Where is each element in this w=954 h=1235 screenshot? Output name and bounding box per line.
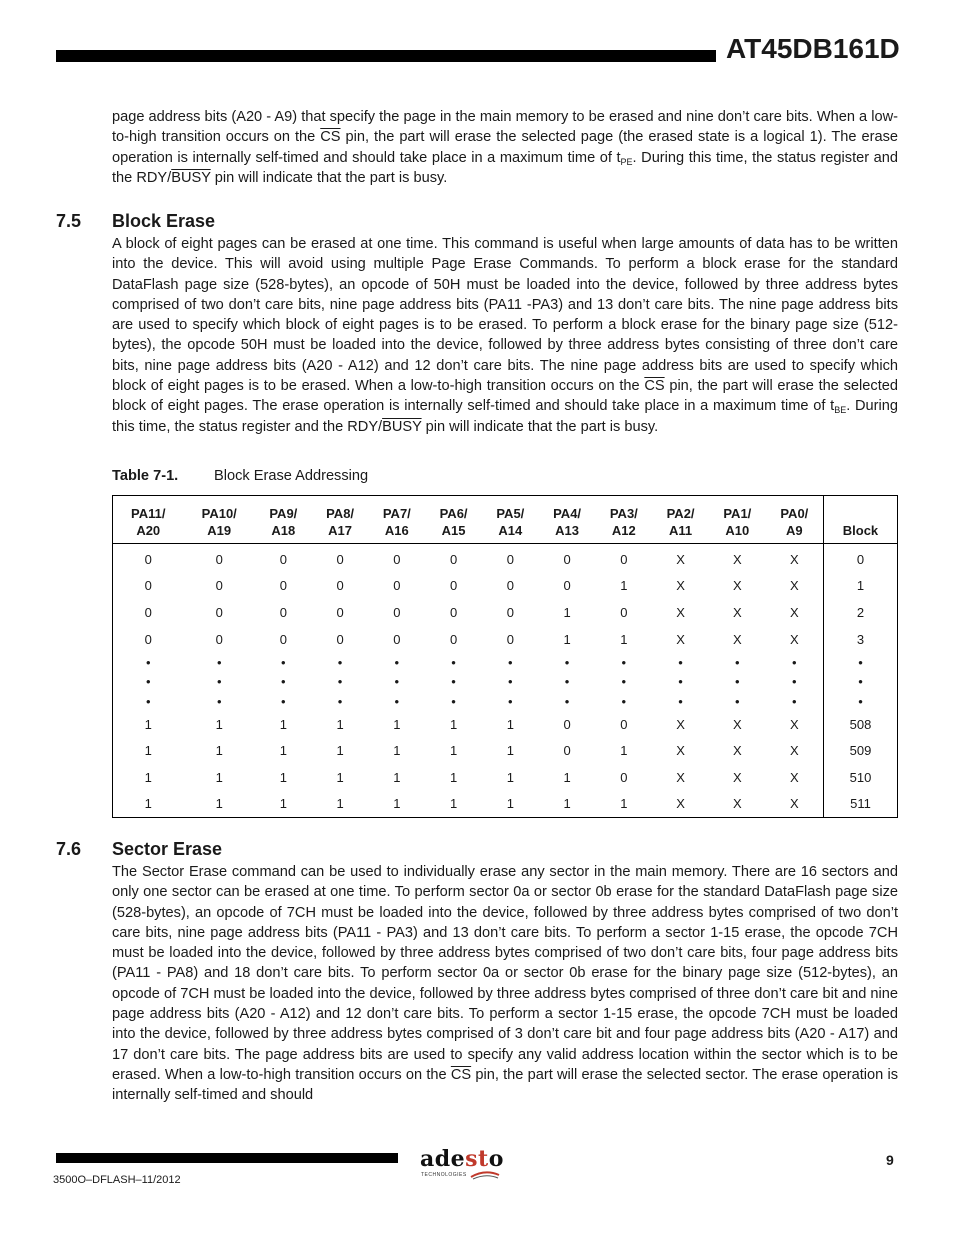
address-bit-cell: 1 xyxy=(144,796,152,812)
block-erase-text-4: pin will indicate that the part is busy. xyxy=(421,418,659,435)
block-cell: 0 xyxy=(823,544,897,573)
section-heading-block-erase xyxy=(56,211,215,232)
column-header xyxy=(425,496,482,544)
intro-text-1: page address bits (A20 - A9) that specify the page in the main memory to be erased and nine don’t care bits. When a low-to-high transition occurs on the xyxy=(112,109,898,146)
intro-text-3: . During this time, the status register and the RDY/ xyxy=(112,149,898,186)
address-bit-cell: • xyxy=(792,693,797,709)
address-bit-cell: • xyxy=(735,654,740,670)
address-bit-cell: • xyxy=(792,654,797,670)
block-erase-text-1: A block of eight pages can be erased at one time. This command is useful when large amounts of data has to be written into the device. This will avoid using multiple Page Erase Commands. To perform a block erase for the standard DataFlash page size (528-bytes), an opcode of 50H must be loaded into the device, followed by three address bytes comprised of two don’t care bits, nine page address bits (PA11 -PA3) and 13 don’t care bits. The nine page address bits are used to specify which block of eight pages is to be erased. To perform a block erase for the binary page size (512-bytes), the opcode 50H must be loaded into the device, followed by three address bytes consisting of three don’t care bits, nine page address bits (A20 - A12) and 12 don’t care bits. The nine page address bits are used to specify which block of eight pages is to be erased. When a low-to-high transition occurs on the xyxy=(112,236,898,395)
address-bit-cell: X xyxy=(732,578,742,594)
column-header xyxy=(113,496,184,544)
address-bit-cell: 0 xyxy=(279,604,287,620)
column-header-line: A10 xyxy=(725,523,750,538)
page-number: 9 xyxy=(886,1152,894,1168)
address-bit-cell: 0 xyxy=(563,743,571,759)
address-bit-cell: 0 xyxy=(563,551,571,567)
address-bit-cell: X xyxy=(676,551,685,567)
address-bit-cell: X xyxy=(789,743,799,759)
section-heading-sector-erase xyxy=(56,839,222,860)
address-bit-cell: X xyxy=(676,743,685,759)
address-bit-cell: 0 xyxy=(506,578,514,594)
block-erase-text-2: pin, the part will erase the selected block of eight pages. The erase operation is internally self-timed and should take place in a maximum time of t xyxy=(112,378,898,415)
address-bit-cell: • xyxy=(792,674,797,690)
column-header xyxy=(709,496,766,544)
cs-signal: $\overline{CS}$ xyxy=(644,378,665,395)
address-bit-cell: 1 xyxy=(393,743,401,759)
address-bit-cell: 1 xyxy=(336,796,344,812)
table-row xyxy=(113,672,898,692)
address-bit-cell: 0 xyxy=(144,604,152,620)
address-bit-cell: 0 xyxy=(144,631,152,647)
address-bit-cell: X xyxy=(789,769,799,785)
table-row xyxy=(113,626,898,653)
address-bit-cell: 1 xyxy=(279,716,287,732)
table-header-row xyxy=(113,496,898,544)
address-bit-cell: 0 xyxy=(393,631,401,647)
address-bit-cell: X xyxy=(732,769,742,785)
address-bit-cell: • xyxy=(564,654,570,670)
address-bit-cell: 1 xyxy=(563,631,571,647)
table-body xyxy=(113,544,898,818)
logo-tagline: TECHNOLOGIES xyxy=(421,1172,467,1178)
table-row xyxy=(113,711,898,738)
address-bit-cell: • xyxy=(678,693,683,709)
address-bit-cell: 1 xyxy=(279,796,287,812)
block-cell: • xyxy=(823,691,897,711)
address-bit-cell: • xyxy=(145,654,151,670)
logo-part-c: o xyxy=(488,1146,504,1172)
address-bit-cell: 0 xyxy=(449,578,458,594)
address-bit-cell: X xyxy=(789,578,799,594)
address-bit-cell: X xyxy=(676,769,685,785)
block-column-header: Block xyxy=(823,496,897,544)
sector-erase-text-1: The Sector Erase command can be used to individually erase any sector in the main memory. There are 16 sectors and only one sector can be erased at one time. To perform sector 0a or sector 0b erase for the standard DataFlash page size (528-bytes), an opcode of 7CH must be loaded into the device, followed by three address bytes comprised of two don’t care bits, nine page address bits (PA11 - PA3) and 13 don’t care bits. To perform a sector 1-15 erase, the opcode 7CH must be loaded into the device, followed by three address bytes comprised of two don’t care bits, four page address bits (PA11 - PA8) and 18 don’t care bits. To perform sector 0a or sector 0b erase for the binary page size (512-bytes), an opcode of 7CH must be loaded into the device, followed by three address bytes comprised of three don’t care bit and nine page address bits (A20 - A12) and 12 don’t care bits. To perform a sector 1-15 erase, the opcode 7CH must be loaded into the device, followed by three address bytes comprised of 3 don’t care bit and four page address bits (A20 - A17) and 17 don’t care bits. The page address bits are used to specify any valid address location within the sector which is to be erased. When a low-to-high transition occurs on the xyxy=(112,864,898,1083)
address-bit-cell: 0 xyxy=(393,604,401,620)
address-bit-cell: 1 xyxy=(449,796,458,812)
address-bit-cell: 1 xyxy=(506,769,514,785)
address-bit-cell: X xyxy=(789,716,799,732)
address-bit-cell: X xyxy=(732,796,742,812)
address-bit-cell: 1 xyxy=(144,769,152,785)
footer-rule xyxy=(56,1153,398,1163)
address-bit-cell: • xyxy=(145,693,151,709)
address-bit-cell: 1 xyxy=(393,716,401,732)
column-header xyxy=(482,496,539,544)
address-bit-cell: • xyxy=(508,674,513,690)
address-bit-cell: 1 xyxy=(620,631,628,647)
block-cell: • xyxy=(823,672,897,692)
table-row xyxy=(113,691,898,711)
address-bit-cell: 1 xyxy=(393,769,401,785)
address-bit-cell: 1 xyxy=(563,604,571,620)
sector-erase-paragraph xyxy=(112,862,898,1106)
address-bit-cell: 1 xyxy=(215,716,223,732)
block-cell: 509 xyxy=(823,737,897,764)
column-header xyxy=(255,496,312,544)
address-bit-cell: 1 xyxy=(449,769,458,785)
table-row xyxy=(113,791,898,818)
block-erase-text-3: . During this time, the status register and the RDY/ xyxy=(112,398,898,435)
address-bit-cell: X xyxy=(732,716,742,732)
address-bit-cell: X xyxy=(732,551,742,567)
address-bit-cell: 1 xyxy=(620,796,628,812)
column-header-line: PA2/ xyxy=(666,506,695,521)
section-title: Block Erase xyxy=(112,211,216,231)
column-header xyxy=(312,496,369,544)
address-bit-cell: • xyxy=(337,674,343,690)
address-bit-cell: 0 xyxy=(336,578,344,594)
block-cell: 2 xyxy=(823,599,897,626)
column-header xyxy=(652,496,709,544)
address-bit-cell: • xyxy=(678,674,683,690)
address-bit-cell: • xyxy=(735,674,740,690)
address-bit-cell: X xyxy=(676,796,685,812)
address-bit-cell: • xyxy=(735,693,740,709)
address-bit-cell: 0 xyxy=(506,551,514,567)
address-bit-cell: • xyxy=(145,674,151,690)
address-bit-cell: 0 xyxy=(620,769,628,785)
address-bit-cell: 0 xyxy=(144,551,152,567)
section-number: 7.6 xyxy=(56,839,82,859)
table-caption xyxy=(112,468,368,484)
intro-paragraph xyxy=(112,107,898,188)
block-cell: 510 xyxy=(823,764,897,791)
address-bit-cell: X xyxy=(732,743,742,759)
column-header-line: A13 xyxy=(555,523,579,538)
address-bit-cell: 1 xyxy=(506,796,514,812)
address-bit-cell: 0 xyxy=(279,551,287,567)
address-bit-cell: • xyxy=(678,654,683,670)
address-bit-cell: X xyxy=(732,631,742,647)
column-header-line: A12 xyxy=(611,523,636,538)
column-header-line: A18 xyxy=(271,523,296,538)
address-bit-cell: 1 xyxy=(449,743,458,759)
address-bit-cell: • xyxy=(394,674,400,690)
column-header-line: A9 xyxy=(786,523,803,538)
block-erase-paragraph xyxy=(112,234,898,437)
table-row xyxy=(113,652,898,672)
address-bit-cell: 0 xyxy=(144,578,152,594)
address-bit-cell: • xyxy=(451,693,456,709)
address-bit-cell: 0 xyxy=(215,551,223,567)
table-row xyxy=(113,544,898,573)
address-bit-cell: • xyxy=(508,693,513,709)
address-bit-cell: 0 xyxy=(336,551,344,567)
address-bit-cell: 1 xyxy=(620,578,628,594)
block-erase-addressing-table xyxy=(112,495,898,818)
address-bit-cell: 1 xyxy=(506,716,514,732)
address-bit-cell: 1 xyxy=(336,716,344,732)
column-header-line: PA0/ xyxy=(780,506,809,521)
address-bit-cell: 0 xyxy=(393,578,401,594)
address-bit-cell: X xyxy=(789,604,799,620)
address-bit-cell: 1 xyxy=(336,769,344,785)
address-bit-cell: • xyxy=(281,693,286,709)
address-bit-cell: • xyxy=(337,654,343,670)
logo-wordmark xyxy=(420,1146,504,1172)
column-header-line: PA9/ xyxy=(269,506,298,521)
logo-part-a: ade xyxy=(420,1146,466,1172)
column-header-line: PA6/ xyxy=(439,506,468,521)
column-header xyxy=(595,496,652,544)
logo-swoosh-icon xyxy=(470,1170,500,1180)
address-bit-cell: • xyxy=(621,654,627,670)
column-header-line: A17 xyxy=(328,523,352,538)
table-row xyxy=(113,573,898,600)
tbe-subscript: BE xyxy=(834,405,847,416)
address-bit-cell: 0 xyxy=(620,716,628,732)
busy-signal: BUSY xyxy=(382,418,422,435)
address-bit-cell: 1 xyxy=(393,796,401,812)
address-bit-cell: • xyxy=(564,674,570,690)
document-title: AT45DB161D xyxy=(726,33,900,64)
address-bit-cell: 0 xyxy=(449,551,458,567)
address-bit-cell: X xyxy=(789,551,799,567)
address-bit-cell: 1 xyxy=(215,769,223,785)
column-header xyxy=(184,496,255,544)
column-header xyxy=(539,496,596,544)
address-bit-cell: • xyxy=(394,693,400,709)
column-header xyxy=(368,496,425,544)
address-bit-cell: • xyxy=(394,654,400,670)
block-cell: 511 xyxy=(823,791,897,818)
logo-part-b: st xyxy=(465,1146,489,1172)
address-bit-cell: 0 xyxy=(215,604,223,620)
address-bit-cell: X xyxy=(789,631,799,647)
address-bit-cell: 0 xyxy=(449,604,458,620)
column-header-line: PA3/ xyxy=(609,506,638,521)
column-header-line: A11 xyxy=(668,523,693,538)
address-bit-cell: 1 xyxy=(336,743,344,759)
column-header-line: A15 xyxy=(441,523,466,538)
address-bit-cell: X xyxy=(676,604,685,620)
address-bit-cell: • xyxy=(564,693,570,709)
column-header-line: PA7/ xyxy=(382,506,411,521)
address-bit-cell: 0 xyxy=(563,578,571,594)
block-cell: • xyxy=(823,652,897,672)
address-bit-cell: • xyxy=(451,674,456,690)
address-bit-cell: 0 xyxy=(215,578,223,594)
address-bit-cell: 0 xyxy=(279,578,287,594)
section-number: 7.5 xyxy=(56,211,82,231)
block-cell: 508 xyxy=(823,711,897,738)
block-cell: 1 xyxy=(823,573,897,600)
table-row xyxy=(113,737,898,764)
address-bit-cell: 1 xyxy=(620,743,628,759)
address-bit-cell: 0 xyxy=(215,631,223,647)
address-bit-cell: 0 xyxy=(620,551,628,567)
intro-text-4: pin will indicate that the part is busy. xyxy=(210,169,448,186)
column-header xyxy=(766,496,824,544)
column-header-line: PA10/ xyxy=(201,506,237,521)
address-bit-cell: 0 xyxy=(563,716,571,732)
address-bit-cell: 1 xyxy=(215,796,223,812)
column-header-line: PA8/ xyxy=(326,506,355,521)
column-header-line: A20 xyxy=(136,523,161,538)
address-bit-cell: • xyxy=(216,693,222,709)
address-bit-cell: 0 xyxy=(449,631,458,647)
address-bit-cell: X xyxy=(732,604,742,620)
address-bit-cell: • xyxy=(337,693,343,709)
address-bit-cell: X xyxy=(676,716,685,732)
column-header-line: A14 xyxy=(498,523,523,538)
column-header-line: A19 xyxy=(207,523,232,538)
address-bit-cell: 0 xyxy=(336,631,344,647)
address-bit-cell: 0 xyxy=(506,631,514,647)
table-caption-title: Block Erase Addressing xyxy=(214,468,369,484)
column-header-line: PA5/ xyxy=(496,506,525,521)
sector-erase-text-2: pin, the part will erase the selected sector. The erase operation is internally self-timed and should xyxy=(112,1066,899,1104)
address-bit-cell: • xyxy=(216,654,222,670)
column-header-line: PA1/ xyxy=(723,506,752,521)
address-bit-cell: 1 xyxy=(279,769,287,785)
address-bit-cell: • xyxy=(216,674,222,690)
document-number: 3500O–DFLASH–11/2012 xyxy=(53,1174,181,1186)
address-bit-cell: • xyxy=(508,654,513,670)
address-bit-cell: • xyxy=(621,674,627,690)
address-bit-cell: 0 xyxy=(393,551,401,567)
column-header-line: PA4/ xyxy=(553,506,582,521)
address-bit-cell: 1 xyxy=(563,796,571,812)
address-bit-cell: • xyxy=(281,654,286,670)
address-bit-cell: X xyxy=(789,796,799,812)
intro-text-2: pin, the part will erase the selected page (the erased state is a logical 1). The erase operation is internally self-timed and should take place in a maximum time of t xyxy=(112,129,898,166)
address-bit-cell: 0 xyxy=(336,604,344,620)
adesto-logo xyxy=(420,1146,502,1182)
column-header-line: A16 xyxy=(384,523,409,538)
busy-signal: BUSY xyxy=(171,169,211,186)
address-bit-cell: 0 xyxy=(279,631,287,647)
cs-signal: $\overline{CS}$ xyxy=(320,129,341,146)
address-bit-cell: 1 xyxy=(563,769,571,785)
table-row xyxy=(113,764,898,791)
address-bit-cell: 1 xyxy=(449,716,458,732)
address-bit-cell: • xyxy=(451,654,456,670)
address-bit-cell: 1 xyxy=(506,743,514,759)
address-bit-cell: • xyxy=(621,693,627,709)
block-cell: 3 xyxy=(823,626,897,653)
address-bit-cell: • xyxy=(281,674,286,690)
address-bit-cell: 0 xyxy=(620,604,628,620)
address-bit-cell: X xyxy=(676,631,685,647)
table-caption-number: Table 7-1. xyxy=(112,468,179,484)
address-bit-cell: 0 xyxy=(506,604,514,620)
section-title: Sector Erase xyxy=(112,839,223,859)
tpe-subscript: PE xyxy=(620,156,633,167)
header-rule xyxy=(56,50,716,62)
address-bit-cell: 1 xyxy=(144,716,152,732)
address-bit-cell: 1 xyxy=(144,743,152,759)
cs-signal: $\overline{CS}$ xyxy=(450,1066,472,1083)
address-bit-cell: 1 xyxy=(215,743,223,759)
table-row xyxy=(113,599,898,626)
address-bit-cell: 1 xyxy=(279,743,287,759)
address-bit-cell: X xyxy=(676,578,685,594)
column-header-line: PA11/ xyxy=(131,506,166,521)
